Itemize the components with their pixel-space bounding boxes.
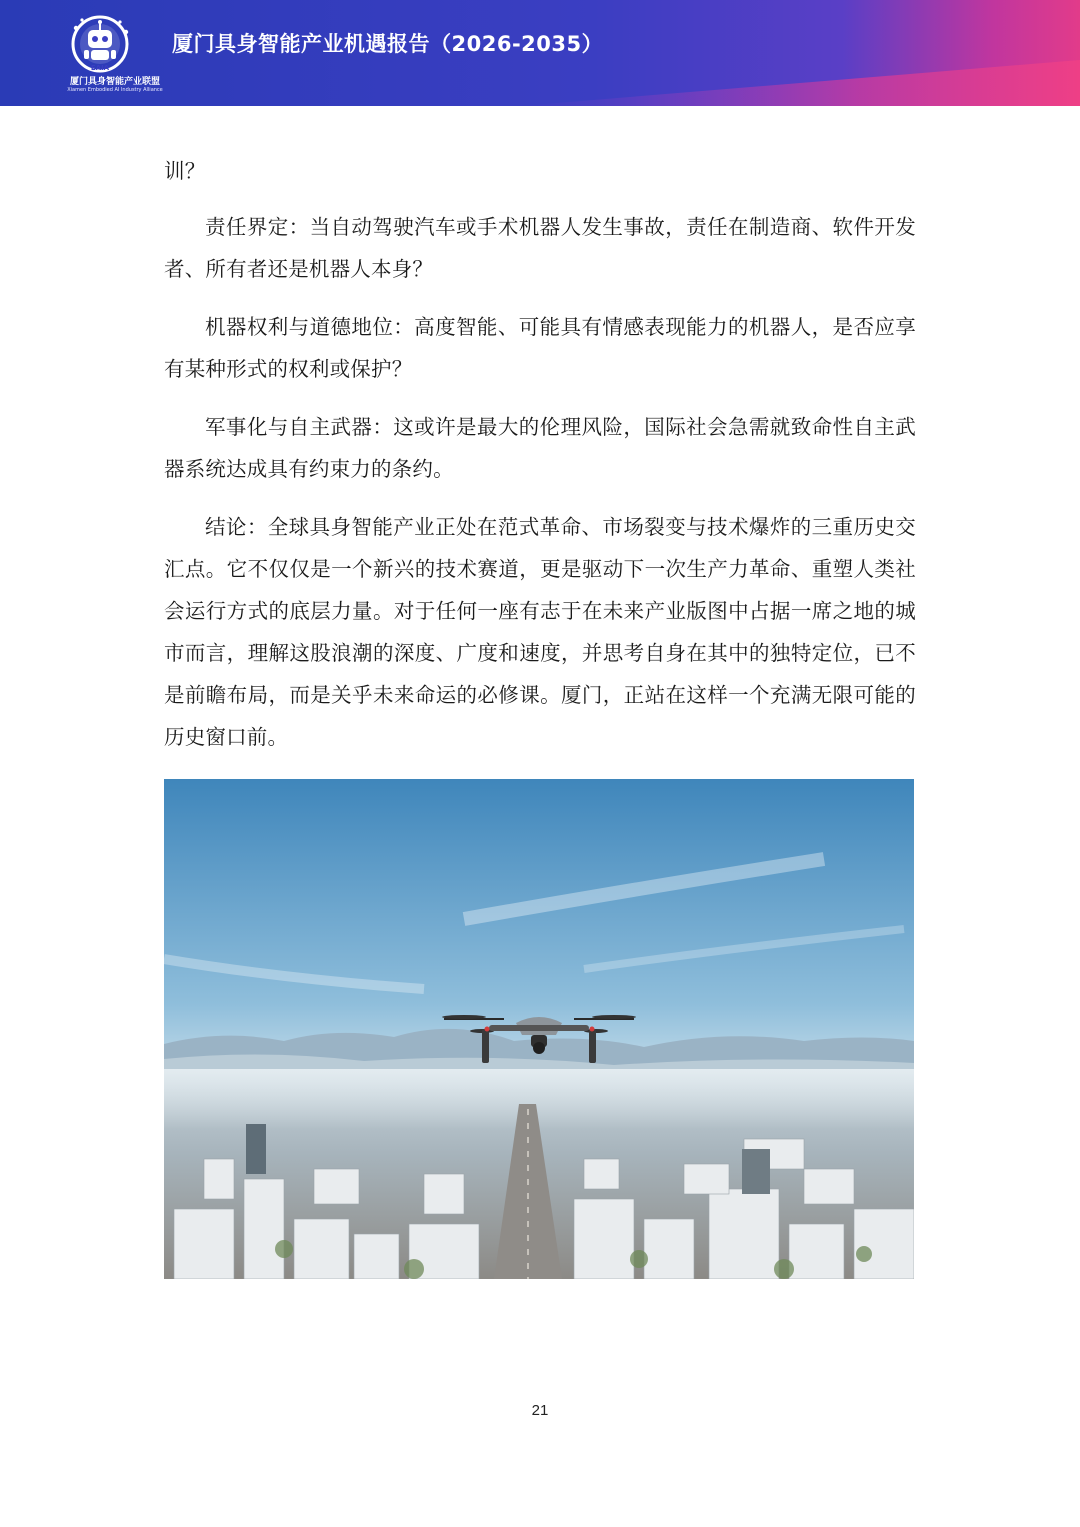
logo-name-en: Xiamen Embodied AI Industry Alliance <box>67 87 163 93</box>
logo-abbr-text: EAIA <box>90 64 110 72</box>
paragraph-continued: 训？ <box>164 159 206 183</box>
page-body <box>164 150 916 774</box>
report-header <box>0 0 1080 106</box>
page-number: 21 <box>531 1402 549 1419</box>
drone-over-city-photo <box>164 779 914 1279</box>
logo-name-cn: 厦门具身智能产业联盟 <box>69 77 160 87</box>
paragraph-robot-rights: 机器权利与道德地位：高度智能、可能具有情感表现能力的机器人，是否应享有某种形式的权利或保护？ <box>164 315 916 381</box>
paragraph-autonomous-weapons: 军事化与自主武器：这或许是最大的伦理风险，国际社会急需就致命性自主武器系统达成具有约束力的条约。 <box>164 415 916 481</box>
paragraph-conclusion: 结论：全球具身智能产业正处在范式革命、市场裂变与技术爆炸的三重历史交汇点。它不仅仅是一个新兴的技术赛道，更是驱动下一次生产力革命、重塑人类社会运行方式的底层力量。对于任何一座有志于在未来产业版图中占据一席之地的城市而言，理解这股浪潮的深度、广度和速度，并思考自身在其中的独特定位，已不是前瞻布局，而是关乎未来命运的必修课。厦门，正站在这样一个充满无限可能的历史窗口前。 <box>164 515 916 749</box>
report-title: 厦门具身智能产业机遇报告（2026-2035） <box>172 32 604 56</box>
paragraph-liability: 责任界定：当自动驾驶汽车或手术机器人发生事故，责任在制造商、软件开发者、所有者还是机器人本身？ <box>164 215 916 281</box>
